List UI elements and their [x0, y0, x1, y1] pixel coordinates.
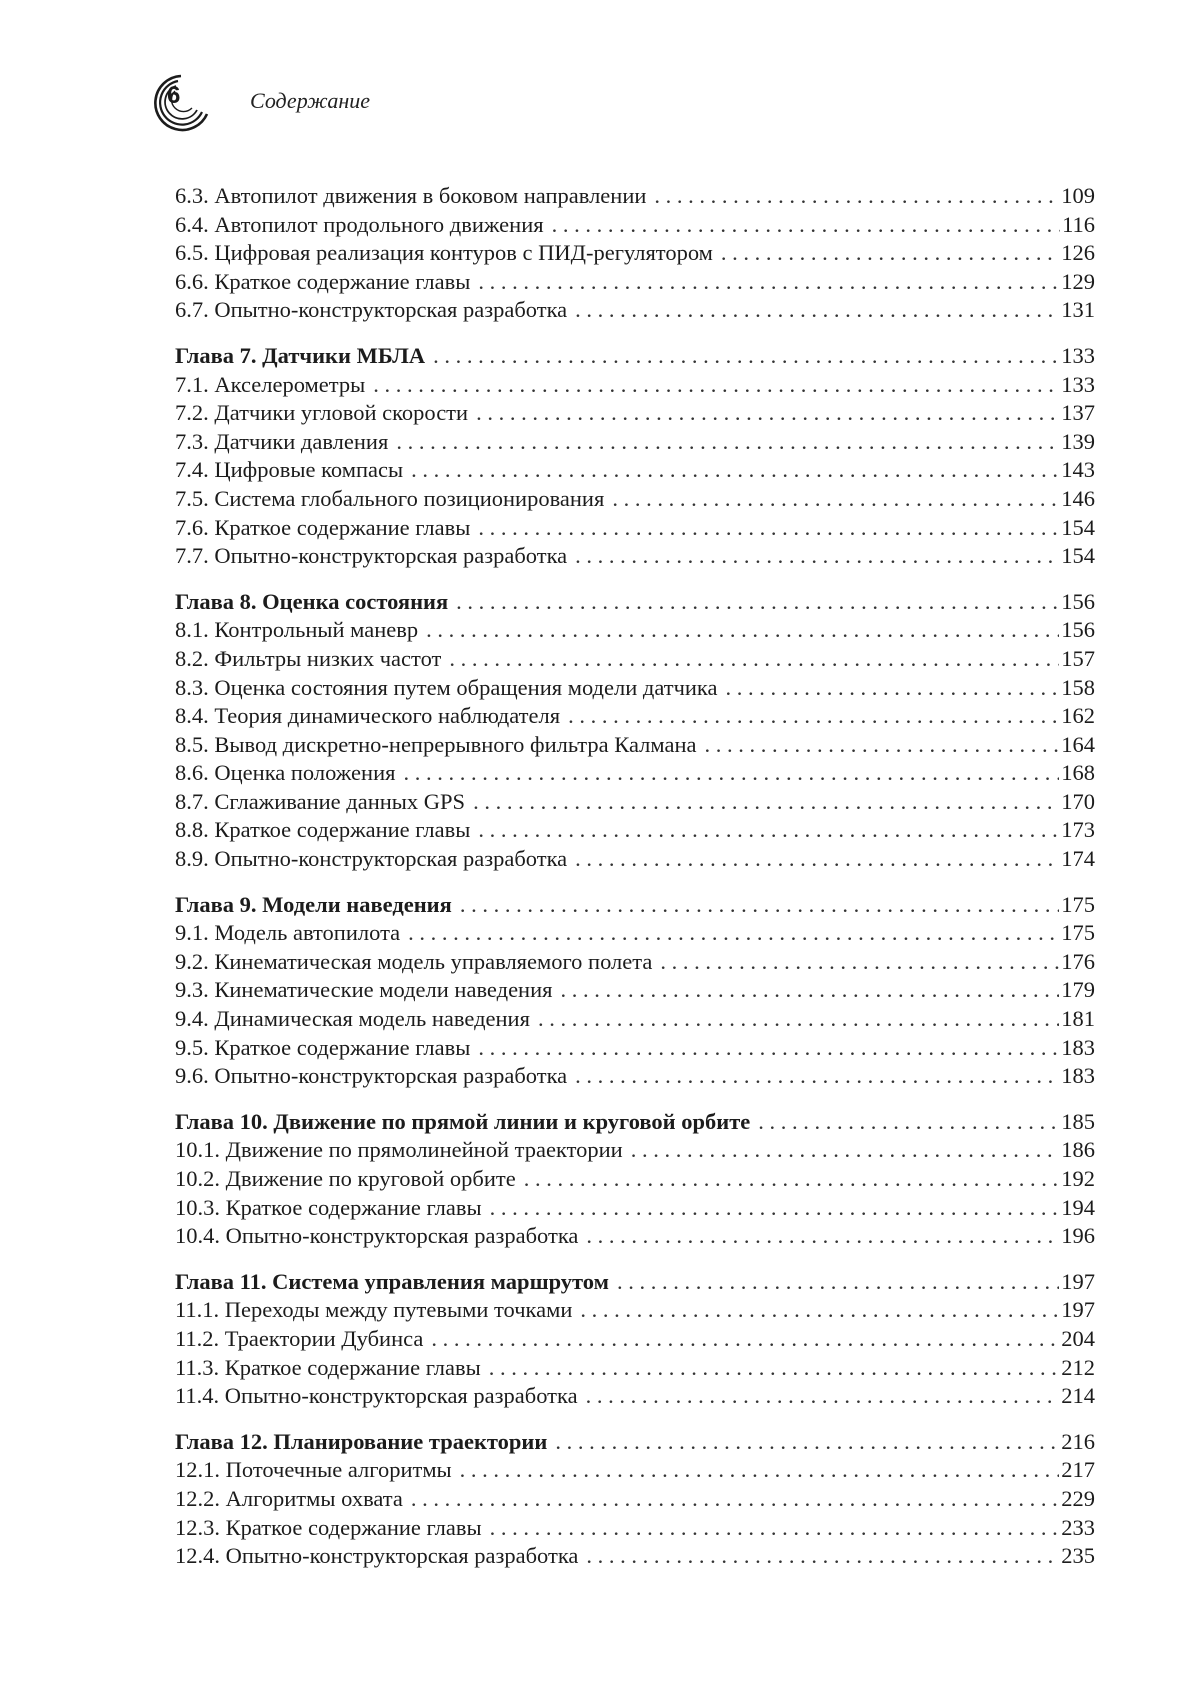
toc-page-number: 212 [1061, 1354, 1095, 1380]
toc-entry-title: 6.6. Краткое содержание главы [175, 268, 471, 294]
toc-page-number: 192 [1061, 1166, 1095, 1191]
toc-section [175, 1108, 1095, 1251]
dot-leader [721, 239, 1059, 268]
dot-leader [612, 485, 1059, 514]
toc-entry[interactable] [175, 239, 1095, 268]
toc-entry-title: 8.5. Вывод дискретно-непрерывного фильтра Калмана [175, 731, 697, 757]
toc-entry[interactable] [175, 976, 1095, 1005]
toc-entry[interactable] [175, 371, 1095, 400]
dot-leader [568, 702, 1059, 731]
dot-leader [660, 948, 1059, 977]
dot-leader [586, 1222, 1059, 1251]
toc-entry[interactable] [175, 514, 1095, 543]
toc-entry-title: 10.2. Движение по круговой орбите [175, 1166, 516, 1191]
toc-entry[interactable] [175, 731, 1095, 760]
page-number: 6 [167, 82, 181, 109]
dot-leader [373, 371, 1059, 400]
toc-entry-title: 6.4. Автопилот продольного движения [175, 211, 544, 237]
toc-entry[interactable] [175, 1542, 1095, 1571]
toc-page-number: 181 [1061, 1006, 1095, 1032]
toc-entry[interactable] [175, 1296, 1095, 1325]
toc-entry-title: 6.3. Автопилот движения в боковом направлении [175, 183, 647, 208]
toc-entry[interactable] [175, 1354, 1095, 1383]
toc-entry-title: Глава 9. Модели наведения [175, 891, 452, 917]
toc-entry-title: 8.9. Опытно-конструкторская разработка [175, 846, 568, 872]
toc-entry[interactable] [175, 645, 1095, 674]
dot-leader [580, 1296, 1059, 1325]
running-title: Содержание [250, 88, 371, 113]
toc-entry[interactable] [175, 1222, 1095, 1251]
toc-entry-title: 8.4. Теория динамического наблюдателя [175, 703, 561, 729]
toc-entry[interactable] [175, 1136, 1095, 1165]
dot-leader [586, 1542, 1059, 1571]
toc-page-number: 214 [1061, 1383, 1095, 1409]
toc-chapter-entry[interactable] [175, 1108, 1095, 1137]
toc-entry[interactable] [175, 211, 1095, 240]
dot-leader [575, 845, 1059, 874]
toc-page-number: 126 [1061, 240, 1095, 266]
toc-entry-title: 10.3. Краткое содержание главы [175, 1194, 482, 1220]
toc-entry-title: 10.1. Движение по прямолинейной траектории [175, 1137, 623, 1163]
toc-page-number: 235 [1061, 1543, 1095, 1569]
dot-leader [575, 542, 1059, 571]
dot-leader [726, 674, 1060, 703]
toc-entry-title: 12.4. Опытно-конструкторская разработка [175, 1543, 579, 1569]
dot-leader [555, 1428, 1059, 1457]
toc-entry-title: 7.7. Опытно-конструкторская разработка [175, 543, 568, 569]
toc-entry[interactable] [175, 1194, 1095, 1223]
toc-entry[interactable] [175, 1062, 1095, 1091]
toc-entry-title: Глава 8. Оценка состояния [175, 588, 449, 614]
toc-page-number: 137 [1061, 400, 1095, 426]
toc-entry-title: Глава 10. Движение по прямой линии и круговой орбите [175, 1108, 751, 1134]
dot-leader [575, 296, 1059, 325]
toc-page-number: 156 [1061, 588, 1095, 614]
toc-page-number: 157 [1061, 645, 1095, 671]
dot-leader [758, 1108, 1059, 1137]
toc-page-number: 133 [1061, 371, 1095, 397]
toc-page-number: 229 [1061, 1485, 1095, 1511]
toc-page-number: 158 [1061, 674, 1095, 700]
toc-page-number: 109 [1061, 183, 1095, 208]
toc-entry[interactable] [175, 845, 1095, 874]
toc-entry-title: 9.6. Опытно-конструкторская разработка [175, 1063, 568, 1089]
dot-leader [524, 1165, 1060, 1194]
dot-leader [476, 399, 1059, 428]
toc-entry-title: 9.3. Кинематические модели наведения [175, 977, 553, 1003]
toc-entry-title: 8.7. Сглаживание данных GPS [175, 788, 466, 814]
toc-entry-title: 8.2. Фильтры низких частот [175, 645, 442, 671]
toc-entry-title: 8.8. Краткое содержание главы [175, 817, 471, 843]
dot-leader [449, 645, 1059, 674]
dot-leader [431, 1325, 1059, 1354]
toc-entry-title: 12.3. Краткое содержание главы [175, 1514, 482, 1540]
toc-page-number: 204 [1061, 1325, 1095, 1351]
dot-leader [489, 1354, 1060, 1383]
toc-page-number: 162 [1061, 703, 1095, 729]
toc-entry-title: 7.4. Цифровые компасы [175, 457, 404, 483]
toc-page-number: 170 [1061, 788, 1095, 814]
toc-entry-title: 7.5. Система глобального позиционирования [175, 485, 605, 511]
toc-entry[interactable] [175, 788, 1095, 817]
dot-leader [478, 1034, 1059, 1063]
toc-entry-title: 9.2. Кинематическая модель управляемого полета [175, 948, 653, 974]
toc-page-number: 197 [1061, 1268, 1095, 1294]
toc-entry-title: 7.3. Датчики давления [175, 428, 389, 454]
dot-leader [654, 182, 1059, 211]
dot-leader [552, 211, 1060, 240]
toc-page-number: 233 [1061, 1514, 1095, 1540]
toc-page-number: 168 [1061, 760, 1095, 786]
toc-entry[interactable] [175, 1456, 1095, 1485]
dot-leader [433, 342, 1059, 371]
toc-page-number: 129 [1061, 268, 1095, 294]
toc-entry[interactable] [175, 268, 1095, 297]
toc-page-number: 116 [1062, 211, 1095, 237]
toc-entry-title: 11.4. Опытно-конструкторская разработка [175, 1383, 578, 1409]
toc-chapter-entry[interactable] [175, 1428, 1095, 1457]
toc-entry-title: 9.4. Динамическая модель наведения [175, 1006, 530, 1032]
dot-leader [478, 816, 1059, 845]
toc-page-number: 131 [1061, 297, 1095, 323]
toc-entry-title: 6.7. Опытно-конструкторская разработка [175, 297, 568, 323]
dot-leader [478, 514, 1059, 543]
toc-page-number: 146 [1061, 485, 1095, 511]
dot-leader [575, 1062, 1059, 1091]
toc-page-number: 185 [1061, 1108, 1095, 1134]
toc-page-number: 176 [1061, 948, 1095, 974]
toc-page-number: 156 [1061, 617, 1095, 643]
toc-entry[interactable] [175, 816, 1095, 845]
toc-entry-title: Глава 11. Система управления маршрутом [175, 1268, 609, 1294]
toc-chapter-entry[interactable] [175, 588, 1095, 617]
toc-entry-title: 7.1. Акселерометры [175, 371, 366, 397]
toc-section [175, 1428, 1095, 1571]
toc-page-number: 175 [1061, 891, 1095, 917]
dot-leader [490, 1514, 1060, 1543]
toc-section [175, 182, 1095, 325]
dot-leader [411, 456, 1059, 485]
toc-entry-title: 12.1. Поточечные алгоритмы [175, 1457, 452, 1483]
dot-leader [396, 428, 1059, 457]
toc-entry[interactable] [175, 1485, 1095, 1514]
dot-leader [561, 976, 1060, 1005]
toc-entry[interactable] [175, 1005, 1095, 1034]
dot-leader [460, 1456, 1060, 1485]
toc-page-number: 194 [1061, 1194, 1095, 1220]
toc-entry[interactable] [175, 1165, 1095, 1194]
dot-leader [408, 919, 1059, 948]
dot-leader [586, 1382, 1060, 1411]
toc-entry[interactable] [175, 919, 1095, 948]
toc-entry-title: Глава 7. Датчики МБЛА [175, 342, 426, 368]
toc-entry[interactable] [175, 296, 1095, 325]
dot-leader [426, 616, 1059, 645]
toc-entry[interactable] [175, 948, 1095, 977]
toc-chapter-entry[interactable] [175, 891, 1095, 920]
toc-page-number: 186 [1061, 1137, 1095, 1163]
toc-entry[interactable] [175, 1034, 1095, 1063]
toc-page-number: 196 [1061, 1223, 1095, 1249]
toc-page-number: 179 [1061, 977, 1095, 1003]
toc-entry[interactable] [175, 702, 1095, 731]
dot-leader [617, 1268, 1059, 1297]
toc-chapter-entry[interactable] [175, 1268, 1095, 1297]
toc-entry-title: 9.1. Модель автопилота [175, 920, 401, 946]
dot-leader [403, 759, 1059, 788]
toc-page-number: 154 [1061, 543, 1095, 569]
toc-section [175, 891, 1095, 1091]
toc-entry[interactable] [175, 674, 1095, 703]
table-of-contents [175, 182, 1095, 1588]
toc-entry-title: 12.2. Алгоритмы охвата [175, 1485, 403, 1511]
toc-page-number: 183 [1061, 1034, 1095, 1060]
toc-entry[interactable] [175, 182, 1095, 211]
page-header [145, 68, 745, 148]
toc-page-number: 139 [1061, 428, 1095, 454]
toc-entry[interactable] [175, 428, 1095, 457]
toc-entry-title: 9.5. Краткое содержание главы [175, 1034, 471, 1060]
toc-page-number: 216 [1061, 1428, 1095, 1454]
toc-entry-title: 6.5. Цифровая реализация контуров с ПИД-регулятором [175, 240, 713, 266]
toc-entry[interactable] [175, 485, 1095, 514]
toc-page-number: 197 [1061, 1297, 1095, 1323]
toc-entry-title: 8.6. Оценка положения [175, 760, 396, 786]
dot-leader [631, 1136, 1060, 1165]
dot-leader [538, 1005, 1059, 1034]
toc-page-number: 183 [1061, 1063, 1095, 1089]
toc-entry-title: 10.4. Опытно-конструкторская разработка [175, 1223, 579, 1249]
toc-section [175, 342, 1095, 571]
toc-page-number: 143 [1061, 457, 1095, 483]
toc-entry-title: Глава 12. Планирование траектории [175, 1428, 548, 1454]
toc-page-number: 164 [1061, 731, 1095, 757]
toc-entry[interactable] [175, 1514, 1095, 1543]
dot-leader [704, 731, 1059, 760]
dot-leader [411, 1485, 1059, 1514]
toc-entry-title: 11.3. Краткое содержание главы [175, 1354, 481, 1380]
toc-entry[interactable] [175, 399, 1095, 428]
dot-leader [460, 891, 1059, 920]
toc-chapter-entry[interactable] [175, 342, 1095, 371]
toc-section [175, 588, 1095, 874]
toc-entry[interactable] [175, 759, 1095, 788]
toc-entry[interactable] [175, 1325, 1095, 1354]
toc-page-number: 154 [1061, 514, 1095, 540]
toc-entry[interactable] [175, 542, 1095, 571]
toc-page-number: 173 [1061, 817, 1095, 843]
dot-leader [490, 1194, 1060, 1223]
toc-entry[interactable] [175, 456, 1095, 485]
dot-leader [473, 788, 1059, 817]
toc-page-number: 217 [1061, 1457, 1095, 1483]
toc-page-number: 175 [1061, 920, 1095, 946]
toc-page-number: 174 [1061, 846, 1095, 872]
toc-entry-title: 11.2. Траектории Дубинса [175, 1325, 424, 1351]
dot-leader [478, 268, 1059, 297]
toc-entry-title: 7.2. Датчики угловой скорости [175, 400, 469, 426]
toc-entry-title: 8.3. Оценка состояния путем обращения модели датчика [175, 674, 718, 700]
dot-leader [456, 588, 1059, 617]
toc-entry-title: 7.6. Краткое содержание главы [175, 514, 471, 540]
toc-entry[interactable] [175, 616, 1095, 645]
toc-entry-title: 8.1. Контрольный маневр [175, 617, 419, 643]
toc-entry-title: 11.1. Переходы между путевыми точками [175, 1297, 573, 1323]
toc-page-number: 133 [1061, 342, 1095, 368]
toc-entry[interactable] [175, 1382, 1095, 1411]
toc-section [175, 1268, 1095, 1411]
